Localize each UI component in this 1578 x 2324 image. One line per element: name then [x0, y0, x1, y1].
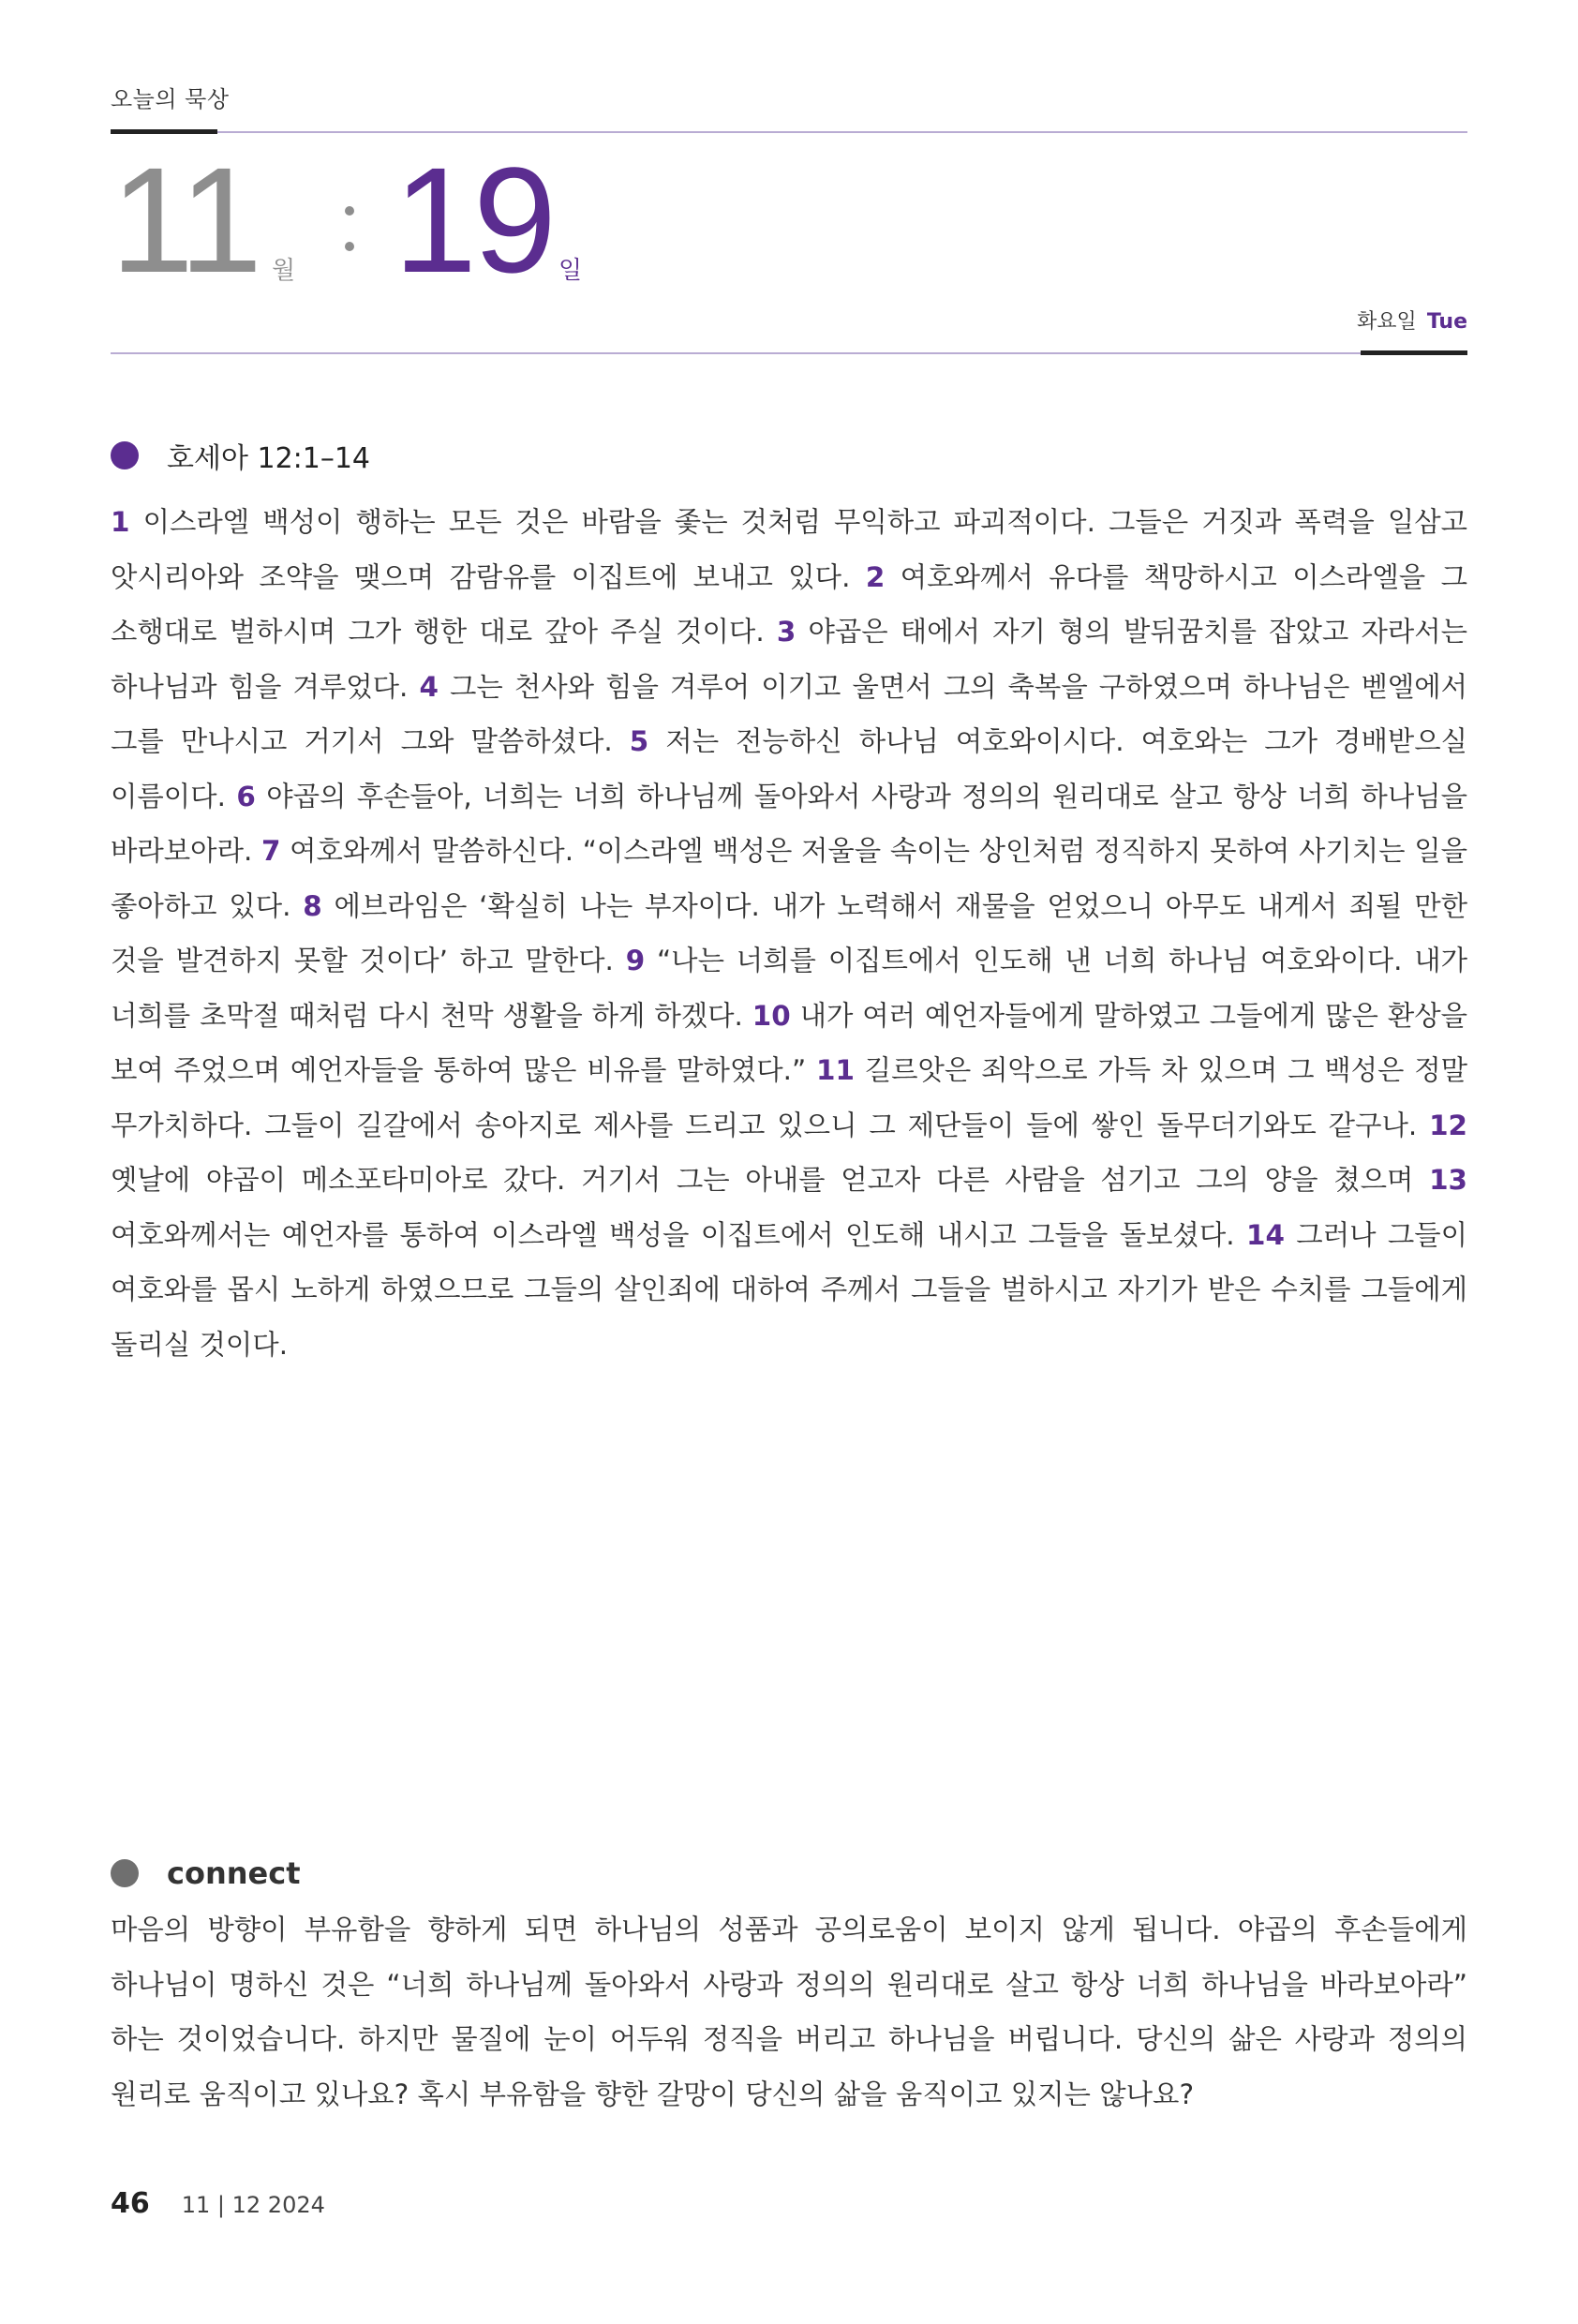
page-footer — [111, 2187, 325, 2220]
connect-heading — [111, 1855, 300, 1891]
verse-number: 3 — [776, 616, 796, 648]
verse-text: 내가 여러 예언자들에게 말하였고 그들에게 많은 환상을 보여 주었으며 예언자들을 통하여 많은 비유를 말하였다.” — [111, 999, 1467, 1086]
verse-text: 여호와께서 유다를 책망하시고 이스라엘을 그 소행대로 벌하시며 그가 행한 대로 갚아 주실 것이다. — [111, 560, 1468, 648]
verse-number: 14 — [1246, 1218, 1285, 1251]
verse-text: “나는 너희를 이집트에서 인도해 낸 너희 하나님 여호와이다. 내가 너희를 초막절 때처럼 다시 천막 생활을 하게 하겠다. — [111, 945, 1468, 1032]
passage-heading — [111, 435, 370, 476]
verse-number: 5 — [629, 725, 649, 757]
weekday-en: Tue — [1426, 310, 1467, 334]
verse-number: 7 — [261, 835, 281, 867]
verse-text: 야곱은 태에서 자기 형의 발뒤꿈치를 잡았고 자라서는 하나님과 힘을 겨루었다. — [111, 616, 1468, 703]
verse-number: 9 — [625, 945, 646, 976]
verse-number: 2 — [865, 560, 886, 593]
colon-dot-top — [345, 206, 354, 216]
connect-body: 마음의 방향이 부유함을 향하게 되면 하나님의 성품과 공의로움이 보이지 않게 됩니다. 야곱의 후손들에게 하나님이 명하신 것은 “너희 하나님께 돌아와서 사랑과 정의의 원리대로 살고 항상 너희 하나님을 바라보아라” 하는 것이었습니다. 하지만 물질에 눈이 어두워 정직을 버리고 하나님을 버립니다. 당신의 삶은 사랑과 정의의 원리로 움직이고 있나요? 혹시 부유함을 향한 갈망이 당신의 삶을 움직이고 있지는 않나요? — [111, 1914, 1467, 2110]
verse-number: 11 — [816, 1054, 855, 1086]
month-number: 11 — [111, 136, 260, 304]
bullet-icon — [111, 1859, 139, 1887]
date-divider — [111, 352, 1467, 354]
verse-text: 길르앗은 죄악으로 가득 차 있으며 그 백성은 정말 무가치하다. 그들이 길갈에서 송아지로 제사를 드리고 있으니 그 제단들이 들에 쌓인 돌무더기와도 같구나. — [111, 1054, 1467, 1141]
verse-text: 그러나 그들이 여호와를 몹시 노하게 하였으므로 그들의 살인죄에 대하여 주께서 그들을 벌하시고 자기가 받은 수치를 그들에게 돌리실 것이다. — [111, 1218, 1468, 1361]
colon-dot-bottom — [345, 242, 354, 251]
connect-title: connect — [167, 1855, 301, 1891]
weekday-ko: 화요일 — [1357, 310, 1417, 334]
day-unit: 일 — [558, 257, 583, 285]
verse-text: 그는 천사와 힘을 겨루어 이기고 울면서 그의 축복을 구하였으며 하나님은 벧엘에서 그를 만나시고 거기서 그와 말씀하셨다. — [111, 670, 1468, 757]
passage-reference: 호세아 12:1–14 — [167, 442, 371, 475]
verse-number: 6 — [236, 780, 256, 812]
verse-number: 12 — [1429, 1109, 1468, 1141]
page-number: 46 — [111, 2187, 150, 2220]
verse-text: 이스라엘 백성이 행하는 모든 것은 바람을 좇는 것처럼 무익하고 파괴적이다. 그들은 거짓과 폭력을 일삼고 앗시리아와 조약을 맺으며 감람유를 이집트에 보내고 있다. — [111, 506, 1468, 593]
verse-number: 1 — [111, 506, 130, 538]
bullet-icon — [111, 441, 139, 469]
verse-number: 8 — [303, 889, 322, 922]
weekday — [1357, 305, 1467, 335]
verse-number: 10 — [752, 999, 791, 1032]
verse-text: 저는 전능하신 하나님 여호와이시다. 여호와는 그가 경배받으실 이름이다. — [111, 725, 1468, 812]
verse-number: 4 — [419, 670, 439, 703]
scripture-passage — [111, 495, 1467, 1372]
top-divider-accent — [111, 129, 217, 134]
date-divider-accent — [1361, 350, 1467, 355]
verse-text: 야곱의 후손들아, 너희는 너희 하나님께 돌아와서 사랑과 정의의 원리대로 살고 항상 너희 하나님을 바라보아라. — [111, 780, 1468, 867]
issue-date: 11 | 12 2024 — [181, 2192, 325, 2218]
month-unit: 월 — [272, 257, 296, 285]
verse-text: 에브라임은 ‘확실히 나는 부자이다. 내가 노력해서 재물을 얻었으니 아무도 내게서 죄될 만한 것을 발견하지 못할 것이다’ 하고 말한다. — [111, 889, 1467, 976]
verse-text: 여호와께서는 예언자를 통하여 이스라엘 백성을 이집트에서 인도해 내시고 그들을 돌보셨다. — [111, 1218, 1235, 1251]
top-divider — [111, 131, 1467, 133]
verse-text: 옛날에 야곱이 메소포타미아로 갔다. 거기서 그는 아내를 얻고자 다른 사람을 섬기고 그의 양을 쳤으며 — [111, 1164, 1414, 1196]
day-number: 19 — [394, 136, 553, 304]
verse-number: 13 — [1429, 1164, 1468, 1196]
section-label: 오늘의 묵상 — [111, 86, 230, 112]
verse-text: 여호와께서 말씀하신다. “이스라엘 백성은 저울을 속이는 상인처럼 정직하지 못하여 사기치는 일을 좋아하고 있다. — [111, 835, 1467, 922]
